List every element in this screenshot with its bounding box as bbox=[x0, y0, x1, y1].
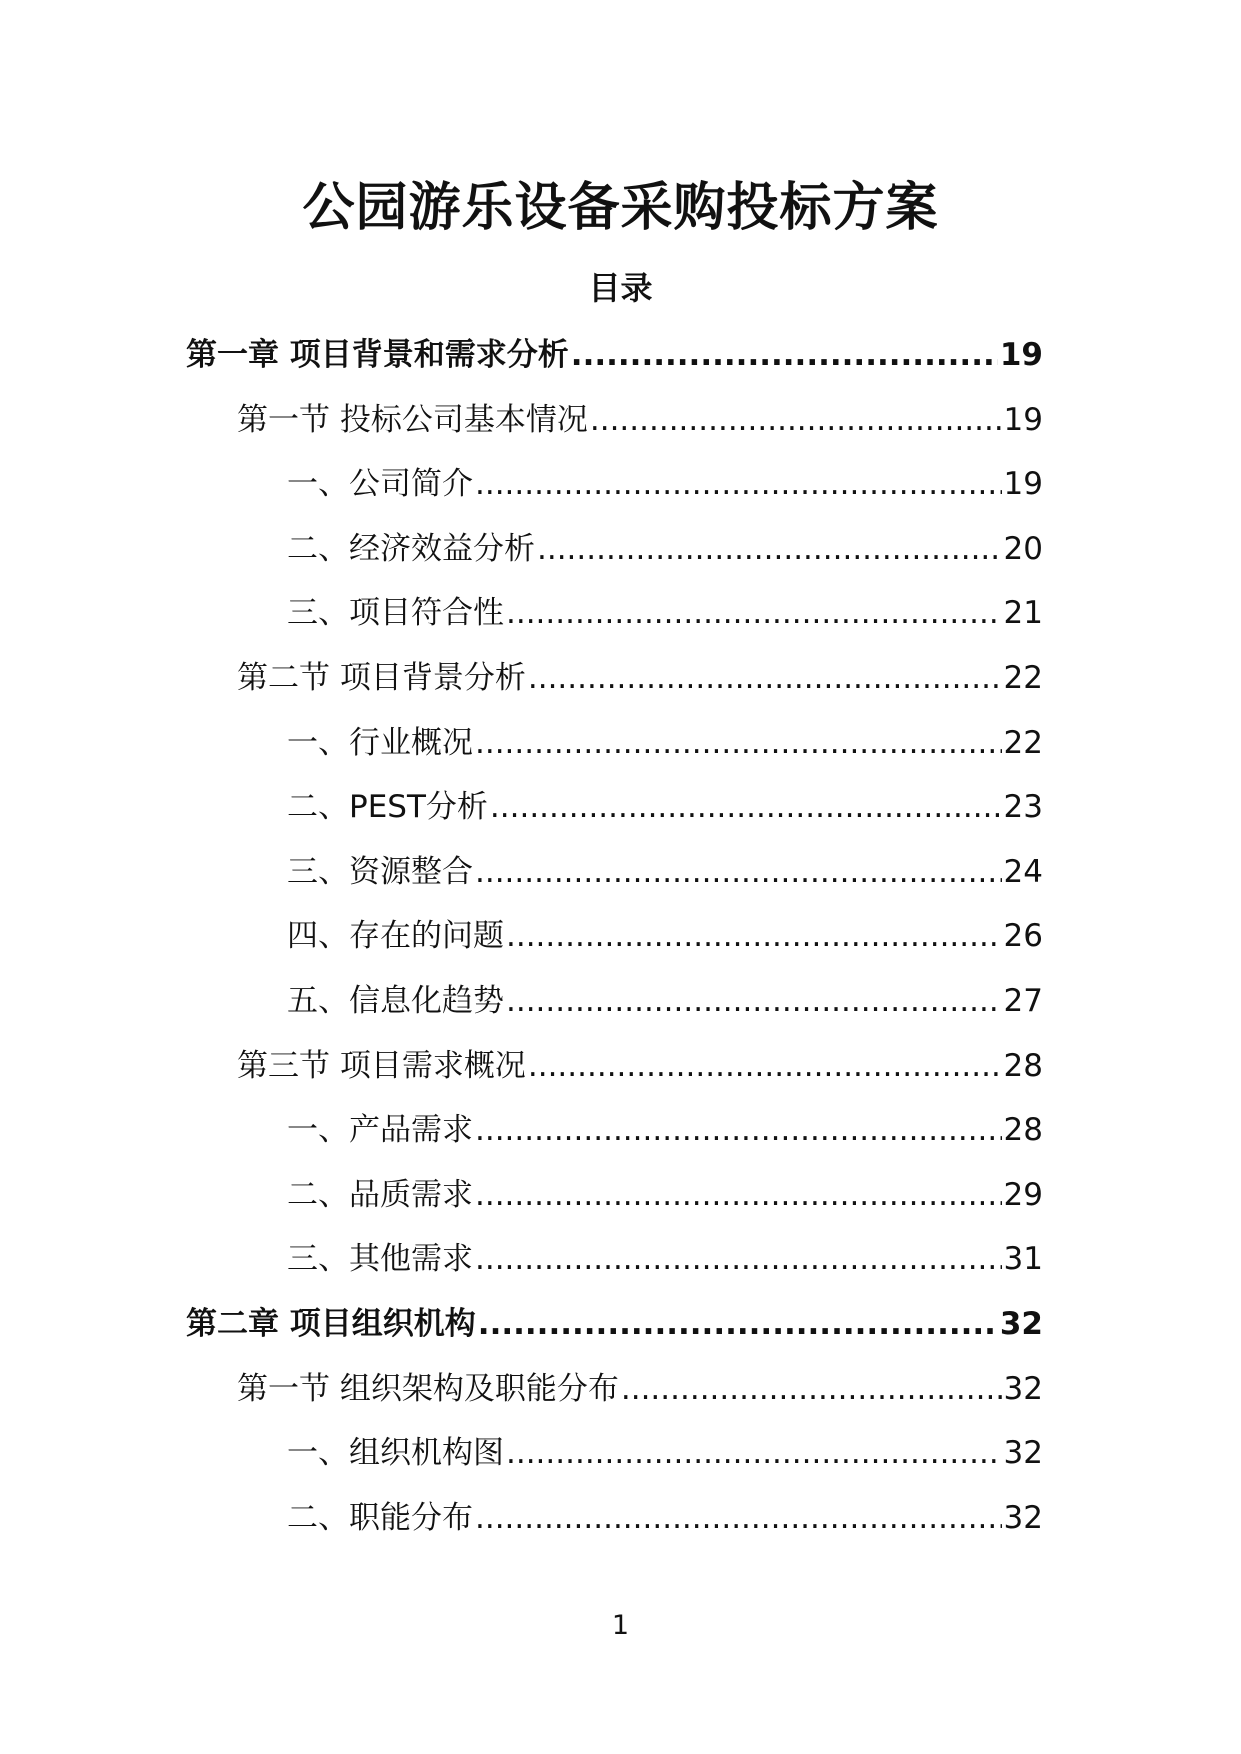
toc-dot-leader bbox=[528, 653, 1002, 703]
toc-entry-page: 32 bbox=[1003, 1499, 1043, 1536]
toc-entry-label: 第三节 项目需求概况 bbox=[237, 1047, 526, 1084]
toc-entry[interactable] bbox=[287, 1105, 1043, 1155]
toc-dot-leader bbox=[475, 459, 1002, 509]
toc-dot-leader bbox=[537, 524, 1002, 574]
toc-dot-leader bbox=[506, 911, 1002, 961]
toc-dot-leader bbox=[506, 1428, 1002, 1478]
toc-entry[interactable] bbox=[287, 1428, 1043, 1478]
toc-entry-page: 29 bbox=[1003, 1176, 1043, 1213]
toc-dot-leader bbox=[475, 718, 1002, 768]
toc-entry-page: 27 bbox=[1003, 983, 1043, 1019]
toc-entry[interactable] bbox=[287, 1493, 1043, 1543]
toc-dot-leader bbox=[528, 1041, 1002, 1091]
toc-entry-label: 二、经济效益分析 bbox=[287, 530, 535, 567]
toc-entry[interactable] bbox=[287, 976, 1043, 1026]
toc-dot-leader bbox=[475, 1493, 1002, 1543]
toc-entry-page: 19 bbox=[999, 337, 1043, 373]
toc-dot-leader bbox=[590, 395, 1002, 445]
toc-dot-leader bbox=[475, 1105, 1002, 1155]
toc-entry[interactable] bbox=[287, 1234, 1043, 1284]
toc-entry-page: 32 bbox=[1003, 1435, 1043, 1472]
toc-entry[interactable] bbox=[237, 1041, 1043, 1091]
toc-entry-label: 第一章 项目背景和需求分析 bbox=[186, 337, 569, 373]
toc-entry[interactable] bbox=[237, 395, 1043, 445]
toc-entry-page: 22 bbox=[1003, 660, 1043, 696]
toc-entry-page: 20 bbox=[1003, 530, 1043, 567]
toc-entry-label: 三、其他需求 bbox=[287, 1241, 473, 1278]
toc-entry-label: 五、信息化趋势 bbox=[287, 983, 504, 1019]
toc-entry[interactable] bbox=[186, 1299, 1043, 1349]
toc-entry-page: 22 bbox=[1003, 724, 1043, 761]
toc-entry[interactable] bbox=[287, 847, 1043, 897]
toc-entry[interactable] bbox=[237, 1364, 1043, 1414]
toc-entry[interactable] bbox=[287, 718, 1043, 768]
toc-entry-page: 23 bbox=[1003, 789, 1043, 826]
toc-entry[interactable] bbox=[186, 330, 1043, 380]
toc-dot-leader bbox=[490, 782, 1002, 832]
toc-entry-page: 32 bbox=[999, 1306, 1043, 1342]
toc-entry-page: 19 bbox=[1003, 466, 1043, 503]
toc-entry-page: 19 bbox=[1003, 401, 1043, 438]
toc-entry-label: 四、存在的问题 bbox=[287, 918, 504, 955]
toc-dot-leader bbox=[506, 588, 1002, 638]
toc-heading: 目录 bbox=[588, 269, 653, 307]
toc-entry-page: 31 bbox=[1003, 1241, 1043, 1278]
toc-dot-leader bbox=[571, 330, 998, 380]
toc-entry[interactable] bbox=[237, 653, 1043, 703]
toc-entry-label: 第二节 项目背景分析 bbox=[237, 660, 526, 696]
document-title: 公园游乐设备采购投标方案 bbox=[302, 178, 939, 238]
toc-entry-label: 二、职能分布 bbox=[287, 1499, 473, 1536]
toc-entry-label: 三、资源整合 bbox=[287, 853, 473, 890]
toc-entry-label: 第一节 组织架构及职能分布 bbox=[237, 1370, 619, 1407]
page-number: 1 bbox=[611, 1610, 630, 1641]
toc-entry-page: 24 bbox=[1003, 853, 1043, 890]
toc-dot-leader bbox=[621, 1364, 1002, 1414]
toc-entry-page: 32 bbox=[1003, 1370, 1043, 1407]
toc-entry-label: 一、公司简介 bbox=[287, 466, 473, 503]
toc-entry-page: 21 bbox=[1003, 595, 1043, 632]
toc-dot-leader bbox=[478, 1299, 998, 1349]
toc-entry-label: 二、品质需求 bbox=[287, 1176, 473, 1213]
toc-entry-label: 二、PEST分析 bbox=[287, 789, 488, 826]
toc-entry-label: 一、产品需求 bbox=[287, 1112, 473, 1149]
toc-entry[interactable] bbox=[287, 588, 1043, 638]
toc-entry-label: 第一节 投标公司基本情况 bbox=[237, 401, 588, 438]
toc-entry-label: 一、行业概况 bbox=[287, 724, 473, 761]
toc-entry-page: 26 bbox=[1003, 918, 1043, 955]
toc-dot-leader bbox=[475, 847, 1002, 897]
toc-dot-leader bbox=[506, 976, 1002, 1026]
toc-entry[interactable] bbox=[287, 911, 1043, 961]
toc-entry-label: 三、项目符合性 bbox=[287, 595, 504, 632]
toc-dot-leader bbox=[475, 1234, 1002, 1284]
toc-entry-page: 28 bbox=[1003, 1047, 1043, 1084]
toc-entry[interactable] bbox=[287, 1170, 1043, 1220]
toc-entry[interactable] bbox=[287, 459, 1043, 509]
toc-entry-label: 第二章 项目组织机构 bbox=[186, 1306, 476, 1342]
toc-entry[interactable] bbox=[287, 524, 1043, 574]
toc-entry-page: 28 bbox=[1003, 1112, 1043, 1149]
toc-dot-leader bbox=[475, 1170, 1002, 1220]
toc-entry[interactable] bbox=[287, 782, 1043, 832]
toc-entry-label: 一、组织机构图 bbox=[287, 1435, 504, 1472]
